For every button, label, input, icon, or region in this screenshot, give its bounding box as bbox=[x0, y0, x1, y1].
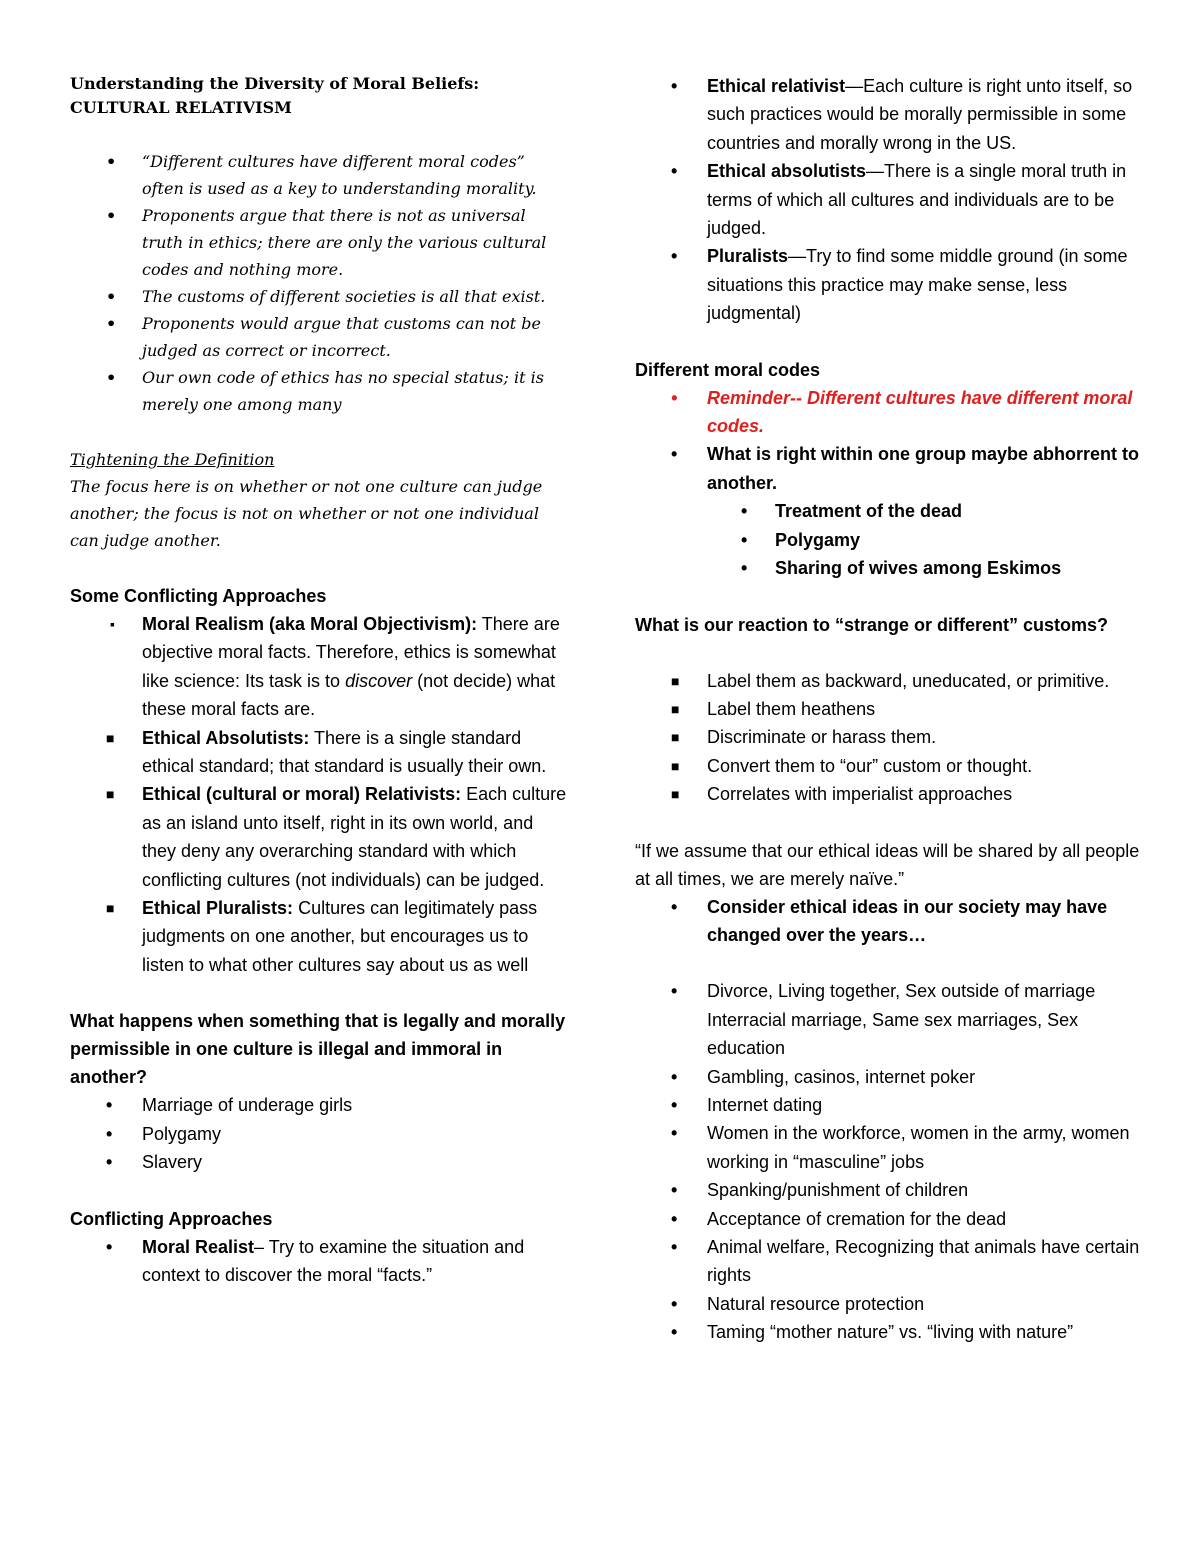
term: Pluralists bbox=[707, 246, 789, 267]
tightening-text: The focus here is on whether or not one culture can judge another; the focus is not on whether or not one individual can judge another. bbox=[70, 477, 543, 550]
changes-list bbox=[635, 977, 1145, 1346]
tightening-heading: Tightening the Definition bbox=[70, 450, 275, 469]
list-item: • Taming “mother nature” vs. “living with nature” bbox=[635, 1318, 1145, 1346]
conflicting-list-part-2 bbox=[635, 72, 1145, 328]
list-item: • The customs of different societies is all that exist. bbox=[70, 283, 570, 310]
list-item: • Divorce, Living together, Sex outside of marriage Interracial marriage, Same sex marriages, Sex education bbox=[635, 977, 1145, 1062]
reaction-heading: What is our reaction to “strange or different” customs? bbox=[635, 614, 1109, 635]
list-item: • Ethical absolutists—There is a single moral truth in terms of which all cultures and individuals are to be judged. bbox=[635, 157, 1145, 242]
list-item: ▪ Moral Realism (aka Moral Objectivism): There are objective moral facts. Therefore, ethics is somewhat like science: Its task is to discover (not decide) what these moral facts are. bbox=[110, 614, 560, 720]
list-item: ■ Label them heathens bbox=[635, 695, 1145, 723]
reaction-list bbox=[635, 667, 1145, 809]
term: Ethical relativist bbox=[707, 76, 846, 96]
list-item: • Proponents would argue that customs can not be judged as correct or incorrect. bbox=[70, 310, 570, 364]
term: Moral Realist bbox=[142, 1236, 255, 1257]
term: Ethical (cultural or moral) Relativists: bbox=[142, 784, 462, 805]
list-item: • Our own code of ethics has no special status; it is merely one among many bbox=[70, 364, 570, 418]
some-conflicting-list bbox=[70, 610, 570, 979]
list-item: ■ Ethical Absolutists: There is a single standard ethical standard; that standard is usually their own. bbox=[106, 727, 547, 777]
list-item: ■ Ethical (cultural or moral) Relativists: Each culture as an island unto itself, right in its own world, and they deny any overarching standard with which conflicting cultures (not individuals) can be judged. bbox=[106, 784, 567, 890]
list-item: • Pluralists—Try to find some middle ground (in some situations this practice may make sense, less judgmental) bbox=[635, 242, 1145, 327]
list-item: • Gambling, casinos, internet poker bbox=[635, 1063, 1145, 1091]
list-item: • Animal welfare, Recognizing that animals have certain rights bbox=[635, 1233, 1145, 1290]
naive-quote: “If we assume that our ethical ideas will be shared by all people at all times, we are merely naïve.” bbox=[635, 840, 1140, 889]
term: Ethical Pluralists: bbox=[142, 898, 294, 919]
list-item: • Polygamy bbox=[70, 1120, 570, 1148]
title-line-1: Understanding the Diversity of Moral Beliefs: bbox=[70, 74, 480, 93]
different-codes-list bbox=[635, 384, 1145, 498]
list-item: • Moral Realist– Try to examine the situation and context to discover the moral “facts.” bbox=[70, 1233, 570, 1290]
list-item: • Natural resource protection bbox=[635, 1290, 1145, 1318]
list-item: • Ethical relativist—Each culture is right unto itself, so such practices would be morally permissible in some countries and morally wrong in the US. bbox=[635, 72, 1145, 157]
list-item: • Marriage of underage girls bbox=[70, 1091, 570, 1119]
intro-list bbox=[70, 148, 570, 418]
list-item: • “Different cultures have different moral codes” often is used as a key to understanding morality. bbox=[70, 148, 570, 202]
different-codes-heading: Different moral codes bbox=[635, 359, 821, 380]
different-codes-sublist bbox=[635, 497, 1145, 582]
term: Ethical absolutists bbox=[707, 161, 867, 182]
left-column bbox=[70, 72, 570, 1289]
list-item: • What is right within one group maybe abhorrent to another. bbox=[635, 440, 1145, 497]
reminder-item: • Reminder-- Different cultures have different moral codes. bbox=[635, 384, 1145, 441]
document-title bbox=[70, 72, 570, 120]
title-line-2: CULTURAL RELATIVISM bbox=[70, 98, 292, 117]
consider-list bbox=[635, 893, 1145, 950]
some-conflicting-heading: Some Conflicting Approaches bbox=[70, 586, 327, 606]
list-item: • Internet dating bbox=[635, 1091, 1145, 1119]
list-item: • Sharing of wives among Eskimos bbox=[635, 554, 1145, 582]
what-happens-heading: What happens when something that is legally and morally permissible in one culture is illegal and immoral in another? bbox=[70, 1011, 566, 1088]
list-item: • Proponents argue that there is not as universal truth in ethics; there are only the various cultural codes and nothing more. bbox=[70, 202, 570, 283]
conflicting-heading: Conflicting Approaches bbox=[70, 1208, 273, 1229]
list-item: ■ Discriminate or harass them. bbox=[635, 723, 1145, 751]
list-item: • Polygamy bbox=[635, 526, 1145, 554]
what-happens-list bbox=[70, 1091, 570, 1176]
list-item: ■ Label them as backward, uneducated, or primitive. bbox=[635, 667, 1145, 695]
conflicting-list-part-1 bbox=[70, 1233, 570, 1290]
list-item: • Slavery bbox=[70, 1148, 570, 1176]
list-item: ■ Correlates with imperialist approaches bbox=[635, 780, 1145, 808]
tightening-section bbox=[70, 446, 570, 554]
term: Moral Realism (aka Moral Objectivism): bbox=[142, 614, 478, 634]
list-item: • Women in the workforce, women in the army, women working in “masculine” jobs bbox=[635, 1119, 1145, 1176]
list-item: • Acceptance of cremation for the dead bbox=[635, 1205, 1145, 1233]
list-item: ■ Convert them to “our” custom or thought. bbox=[635, 752, 1145, 780]
term: Ethical Absolutists: bbox=[142, 727, 310, 748]
right-column bbox=[635, 72, 1145, 1347]
list-item: • Treatment of the dead bbox=[635, 497, 1145, 525]
list-item: ■ Ethical Pluralists: Cultures can legitimately pass judgments on one another, but encourages us to listen to what other cultures say about us as well bbox=[106, 898, 538, 975]
list-item: • Consider ethical ideas in our society may have changed over the years… bbox=[635, 893, 1145, 950]
list-item: • Spanking/punishment of children bbox=[635, 1176, 1145, 1204]
